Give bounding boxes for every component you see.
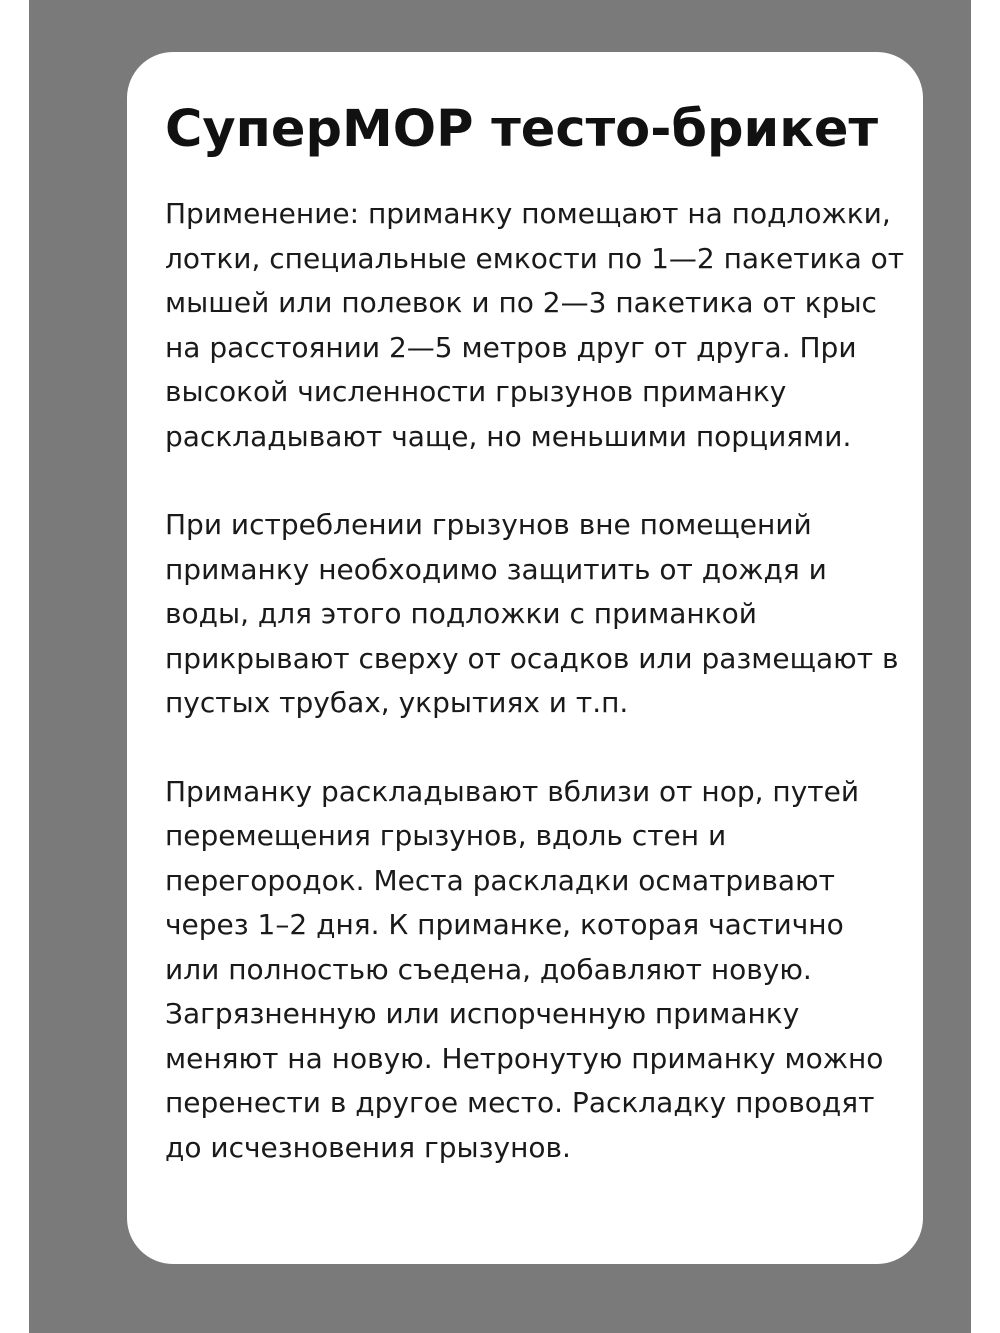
text-line: высокой численности грызунов приманку — [165, 375, 787, 408]
text-line: перенести в другое место. Раскладку проводят — [165, 1086, 875, 1119]
text-line: Применение: приманку помещают на подложки, — [165, 197, 891, 230]
text-line: прикрывают сверху от осадков или размещают в — [165, 641, 899, 675]
paragraph-outdoor — [165, 503, 899, 726]
text-line: или полностью съедена, добавляют новую. — [165, 952, 812, 986]
text-line: лотки, специальные емкости по 1—2 пакетика от — [165, 241, 905, 275]
text-line: перегородок. Места раскладки осматривают — [165, 863, 835, 897]
paragraph-placement — [165, 770, 893, 1171]
background-panel — [29, 0, 971, 1333]
text-line: на расстоянии 2—5 метров друг от друга. При — [165, 330, 857, 364]
text-line: Приманку раскладывают вблизи от нор, путей — [165, 774, 860, 808]
text-line: перемещения грызунов, вдоль стен и — [165, 819, 727, 852]
text-line: раскладывают чаще, но меньшими порциями. — [165, 419, 852, 453]
text-line: меняют на новую. Нетронутую приманку можно — [165, 1041, 884, 1075]
instruction-card — [127, 52, 923, 1264]
text-line: воды, для этого подложки с приманкой — [165, 597, 757, 630]
paragraph-application — [165, 192, 905, 459]
text-line: мышей или полевок и по 2—3 пакетика от крыс — [165, 286, 877, 319]
text-line: через 1–2 дня. К приманке, которая частично — [165, 908, 844, 941]
text-line: Загрязненную или испорченную приманку — [165, 997, 800, 1030]
text-line: При истреблении грызунов вне помещений — [165, 508, 812, 541]
text-line: приманку необходимо защитить от дождя и — [165, 552, 827, 586]
product-title: СуперМОР тесто-брикет — [165, 100, 879, 159]
text-line: до исчезновения грызунов. — [165, 1130, 571, 1164]
text-line: пустых трубах, укрытиях и т.п. — [165, 686, 629, 719]
